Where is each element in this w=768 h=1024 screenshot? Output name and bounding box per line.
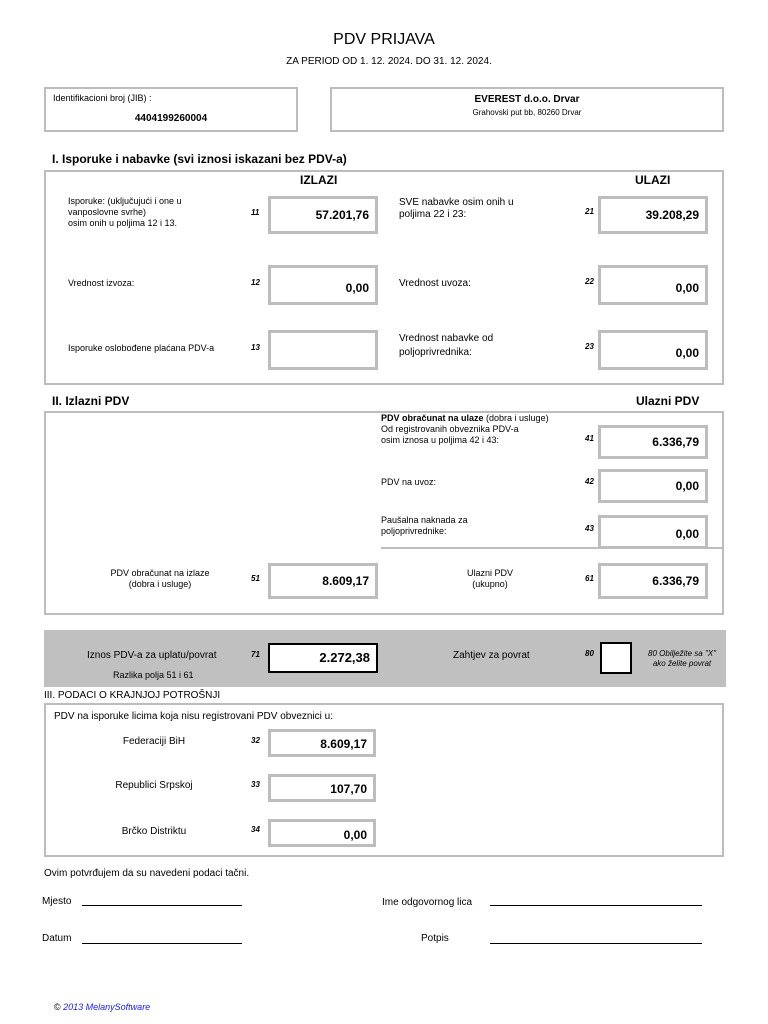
- copyright[interactable]: [54, 1002, 150, 1012]
- datum-line[interactable]: [82, 943, 242, 944]
- company-address: Grahovski put bb, 80260 Drvar: [472, 108, 582, 117]
- mjesto-line[interactable]: [82, 905, 242, 906]
- f23-label: [399, 332, 493, 360]
- f43-label: [381, 515, 468, 537]
- field-71[interactable]: 2.272,38: [268, 643, 378, 673]
- jib-value: 4404199260004: [134, 113, 208, 124]
- f42-number: 42: [585, 477, 594, 486]
- field-42[interactable]: 0,00: [598, 469, 708, 503]
- f41-label-bold: PDV obračunat na ulaze: [381, 413, 484, 423]
- f21-label-line2: poljima 22 i 23:: [399, 209, 467, 220]
- field-43[interactable]: 0,00: [598, 515, 708, 549]
- f33-label: Republici Srpskoj: [115, 780, 193, 791]
- confirm-text: Ovim potvrđujem da su navedeni podaci tačni.: [44, 868, 250, 879]
- f21-label: [399, 197, 514, 221]
- copyright-text[interactable]: 2013 MelanySoftware: [60, 1002, 151, 1012]
- field-13[interactable]: [268, 330, 378, 370]
- field-33[interactable]: 107,70: [268, 774, 376, 802]
- izlazi-heading: IZLAZI: [300, 173, 338, 187]
- f13-label: Isporuke oslobođene plaćana PDV-a: [68, 343, 215, 353]
- potpis-line[interactable]: [490, 943, 702, 944]
- section2-title-right: Ulazni PDV: [636, 394, 700, 408]
- page-title: PDV PRIJAVA: [333, 31, 435, 48]
- f61-label: [430, 568, 550, 590]
- field-34[interactable]: 0,00: [268, 819, 376, 847]
- ulazi-heading: ULAZI: [635, 173, 671, 187]
- f61-number: 61: [585, 574, 594, 583]
- f71-label: Iznos PDV-a za uplatu/povrat: [87, 650, 217, 661]
- ime-label: Ime odgovornog lica: [382, 897, 473, 908]
- company-name: EVEREST d.o.o. Drvar: [474, 94, 580, 105]
- field-11[interactable]: 57.201,76: [268, 196, 378, 234]
- f22-label: Vrednost uvoza:: [399, 278, 471, 289]
- f80-label: Zahtjev za povrat: [453, 650, 530, 661]
- f71-sub: Razlika polja 51 i 61: [113, 670, 194, 680]
- f41-number: 41: [585, 434, 594, 443]
- f11-label-line2: vanposlovne svrhe): [68, 207, 147, 217]
- copyright-icon: ©: [54, 1002, 61, 1012]
- mjesto-label: Mjesto: [42, 896, 72, 907]
- f34-number: 34: [251, 825, 260, 834]
- f21-number: 21: [585, 207, 594, 216]
- f11-number: 11: [251, 208, 260, 217]
- f51-number: 51: [251, 574, 260, 583]
- f11-label-line1: Isporuke: (uključujući i one u: [68, 196, 182, 206]
- f61-label-line2: (ukupno): [472, 579, 508, 589]
- f80-note: [640, 649, 724, 669]
- f51-label: [90, 568, 230, 590]
- ime-line[interactable]: [490, 905, 702, 906]
- f80-note-line2: ako želite povrat: [652, 659, 712, 668]
- section3-title: III. PODACI O KRAJNJOJ POTROŠNJI: [44, 690, 221, 701]
- field-22[interactable]: 0,00: [598, 265, 708, 305]
- f41-label-line1: [381, 413, 549, 424]
- field-21[interactable]: 39.208,29: [598, 196, 708, 234]
- f80-number: 80: [585, 649, 594, 658]
- f33-number: 33: [251, 780, 260, 789]
- field-61[interactable]: 6.336,79: [598, 563, 708, 599]
- f51-label-line1: PDV obračunat na izlaze: [110, 568, 210, 578]
- f41-label-line3: osim iznosa u poljima 42 i 43:: [381, 435, 500, 445]
- f11-label-line3: osim onih u poljima 12 i 13.: [68, 218, 178, 228]
- f42-label: PDV na uvoz:: [381, 477, 437, 487]
- f43-label-line1: Paušalna naknada za: [381, 515, 468, 525]
- datum-label: Datum: [42, 933, 72, 944]
- f34-label: Brčko Distriktu: [121, 826, 187, 837]
- f23-label-line2: poljoprivrednika:: [399, 347, 472, 358]
- f61-label-line1: Ulazni PDV: [466, 568, 513, 578]
- f11-label: [68, 196, 182, 229]
- f23-number: 23: [585, 342, 594, 351]
- f41-label-line2: Od registrovanih obveznika PDV-a: [381, 424, 519, 434]
- field-41[interactable]: 6.336,79: [598, 425, 708, 459]
- section2-title: II. Izlazni PDV: [52, 394, 130, 408]
- f51-label-line2: (dobra i usluge): [128, 579, 192, 589]
- section3-intro: PDV na isporuke licima koja nisu registrovani PDV obveznici u:: [54, 711, 334, 722]
- f13-number: 13: [251, 343, 260, 352]
- f12-label: Vrednost izvoza:: [68, 278, 135, 288]
- section1-title: I. Isporuke i nabavke (svi iznosi iskazani bez PDV-a): [52, 152, 347, 166]
- f43-label-line2: poljoprivrednike:: [381, 526, 447, 536]
- jib-label: Identifikacioni broj (JIB) :: [53, 93, 152, 103]
- f71-number: 71: [251, 650, 260, 659]
- f21-label-line1: SVE nabavke osim onih u: [399, 197, 514, 208]
- f32-number: 32: [251, 736, 260, 745]
- field-80-checkbox[interactable]: [600, 642, 632, 674]
- field-51[interactable]: 8.609,17: [268, 563, 378, 599]
- field-12[interactable]: 0,00: [268, 265, 378, 305]
- f41-label-rest: (dobra i usluge): [483, 413, 549, 423]
- field-32[interactable]: 8.609,17: [268, 729, 376, 757]
- f12-number: 12: [251, 278, 260, 287]
- f32-label: Federaciji BiH: [122, 736, 186, 747]
- period-line: ZA PERIOD OD 1. 12. 2024. DO 31. 12. 2024.: [286, 56, 492, 67]
- f22-number: 22: [585, 277, 594, 286]
- f80-note-line1: 80 Obilježite sa "X": [648, 649, 716, 658]
- field-23[interactable]: 0,00: [598, 330, 708, 370]
- f23-label-line1: Vrednost nabavke od: [399, 333, 494, 344]
- potpis-label: Potpis: [421, 933, 449, 944]
- f41-label: [381, 413, 549, 446]
- f43-number: 43: [585, 524, 594, 533]
